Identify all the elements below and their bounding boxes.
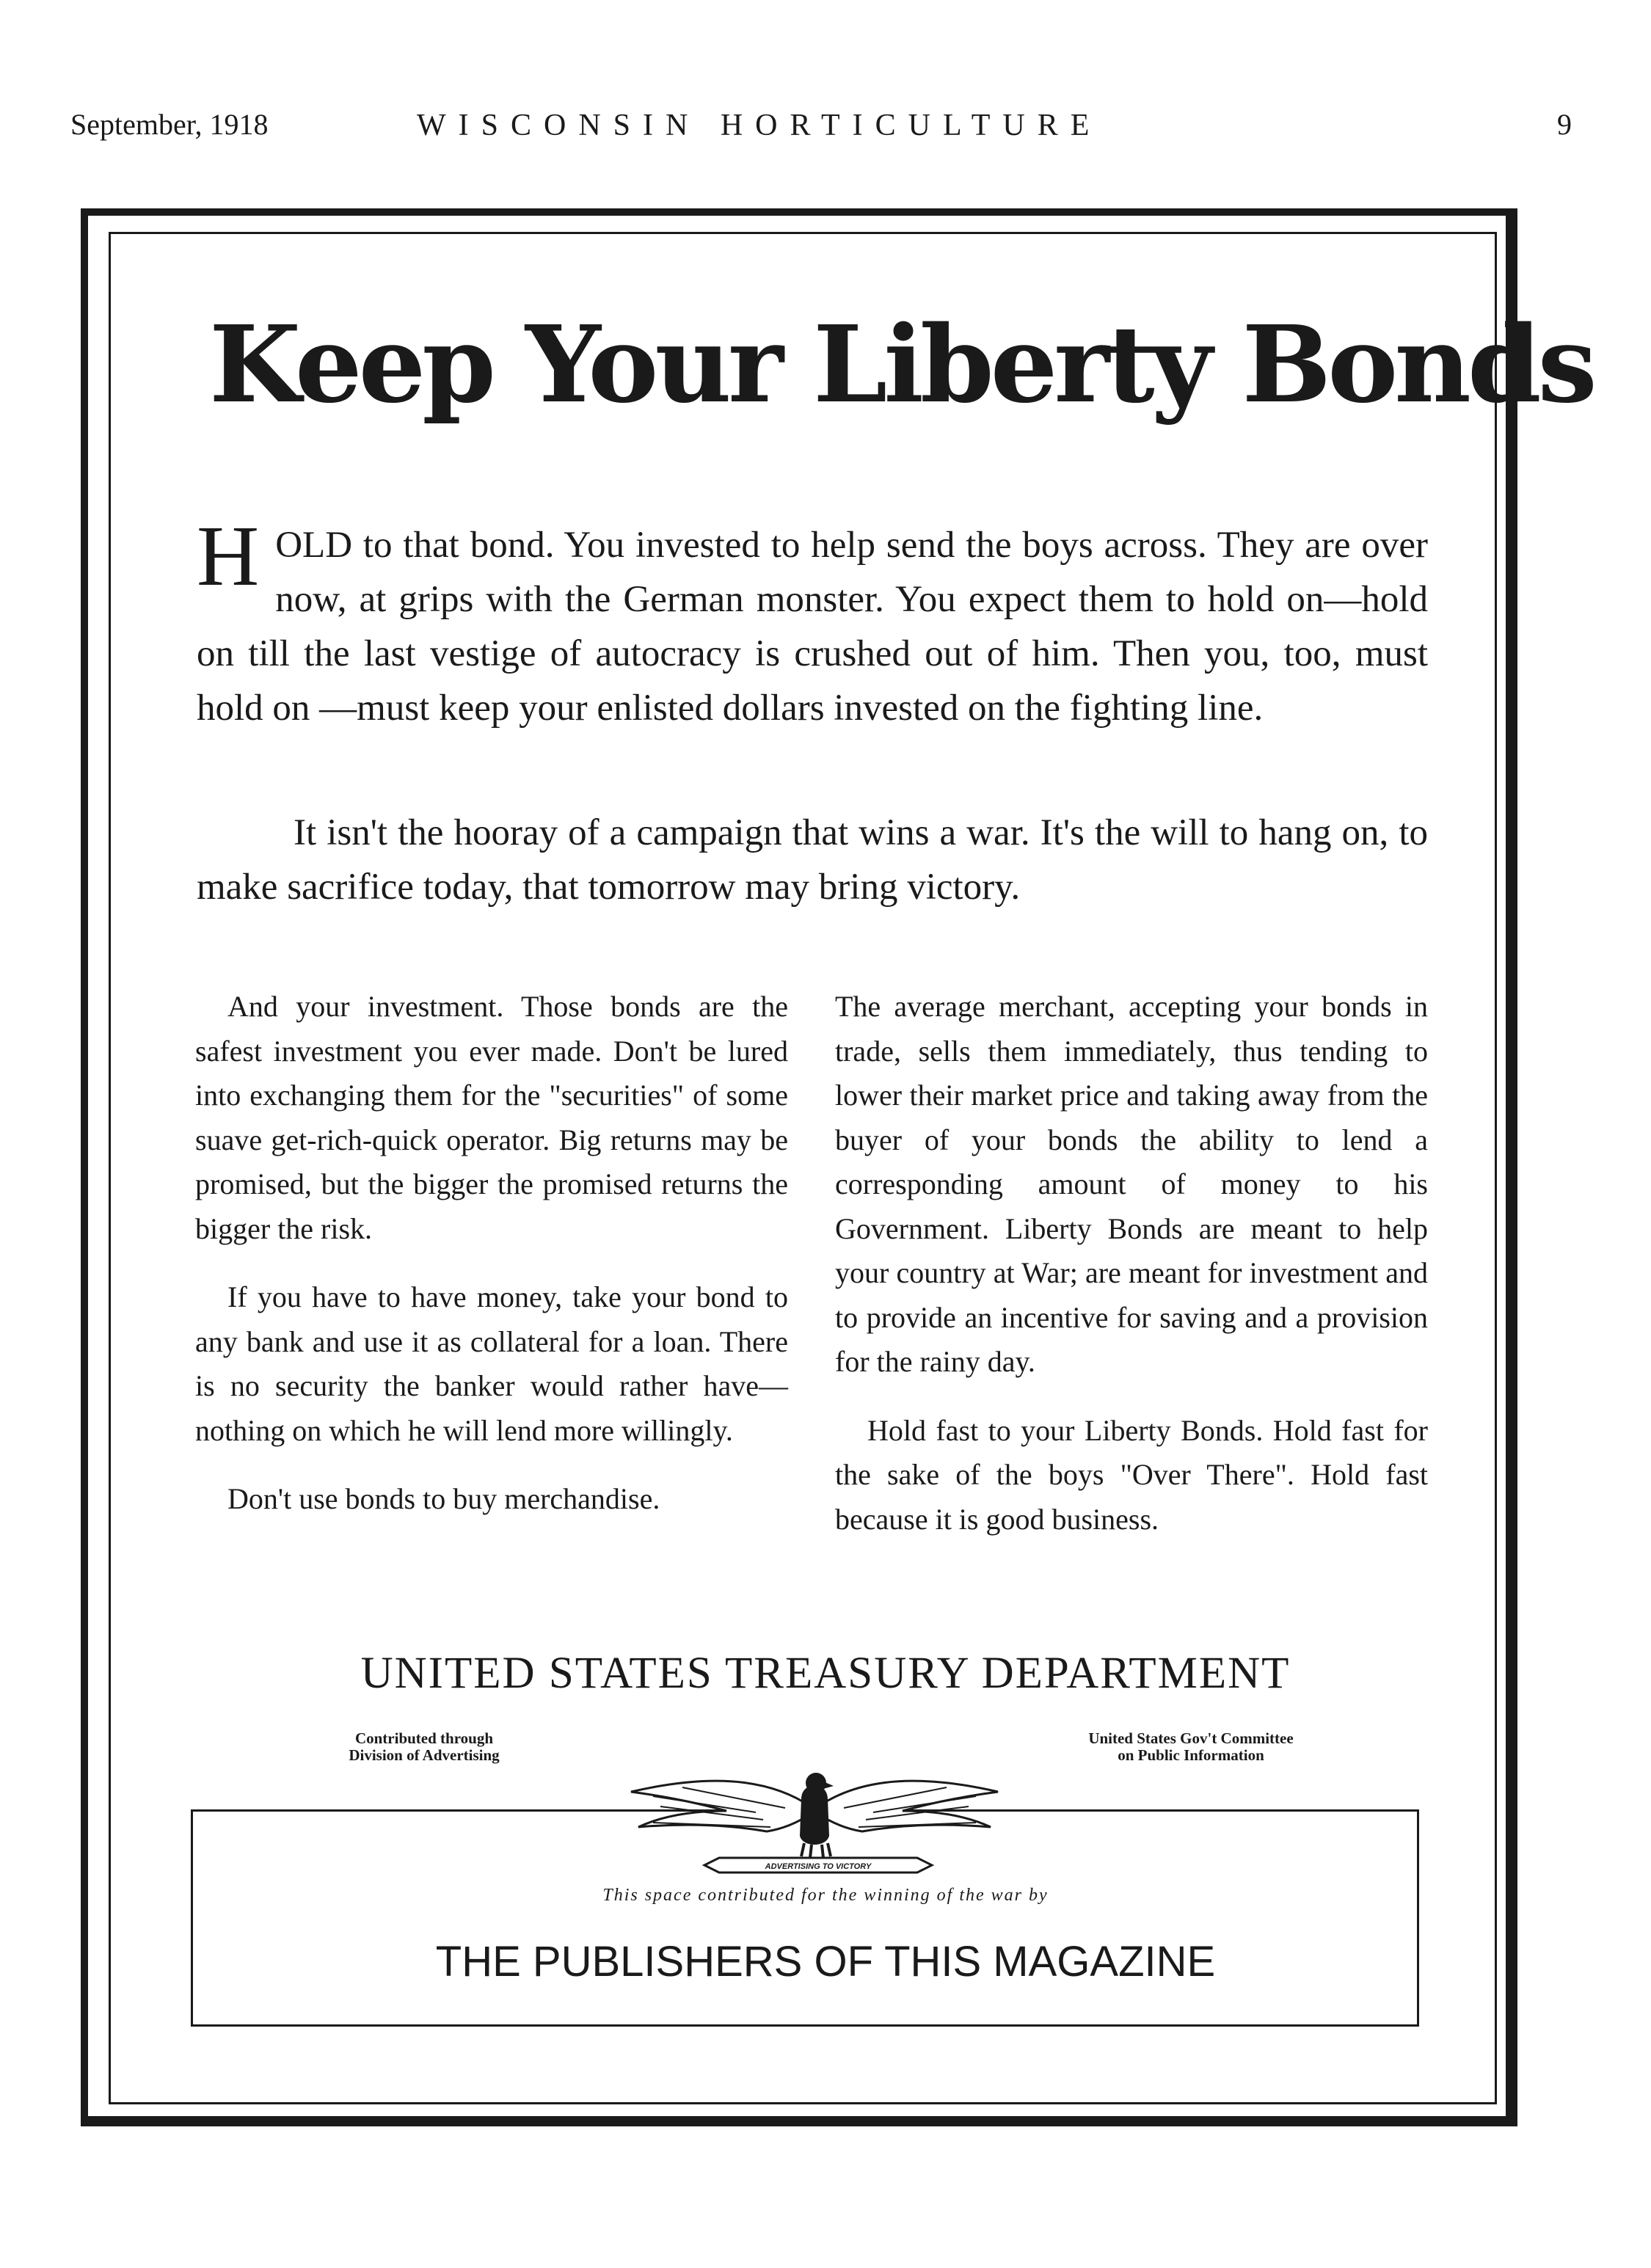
lead-paragraph-2: It isn't the hooray of a campaign that wins a war. It's the will to hang on, to make sacrifice today, that tomorrow may bring victory. (197, 812, 1428, 908)
left-paragraph-1: And your investment. Those bonds are the safest investment you ever made. Don't be lured into exchanging them for the "securities" of some suave get-rich-quick operator. Big returns may be promised, but the bigger the promised returns the bigger the risk. (195, 990, 788, 1245)
credit-advertising-division (307, 1730, 542, 1764)
header-page-number: 9 (1557, 108, 1572, 141)
lead-paragraph-1-text: OLD to that bond. You invested to help send the boys across. They are over now, at grips with the German monster. You expect them to hold on—hold on till the last vestige of autocracy is crushed out of him. Then you, too, must hold on —must keep your enlisted dollars invested on the fighting line. (197, 525, 1428, 729)
drop-cap: H (197, 508, 260, 604)
treasury-signature: UNITED STATES TREASURY DEPARTMENT (360, 1649, 1291, 1698)
left-paragraph-2: If you have to have money, take your bond to any bank and use it as collateral for a loan. There is no security the banker would rather have—nothing on which he will lend more willingly. (195, 1280, 788, 1447)
left-paragraph-3: Don't use bonds to buy merchandise. (227, 1482, 660, 1515)
credit-right-line-1: United States Gov't Committee (1088, 1729, 1294, 1747)
header-date: September, 1918 (70, 108, 269, 141)
header-magazine-title: WISCONSIN HORTICULTURE (417, 109, 1102, 142)
credit-right-line-2: on Public Information (1118, 1746, 1264, 1764)
right-paragraph-2: Hold fast to your Liberty Bonds. Hold fast for the sake of the boys "Over There". Hold fast because it is good business. (835, 1413, 1428, 1536)
credit-public-information (1055, 1730, 1327, 1764)
lead-paragraph-1 (197, 508, 1428, 735)
right-paragraph-1: The average merchant, accepting your bonds in trade, sells them immediately, thus tending to lower their market price and taking away from the buyer of your bonds the ability to lend a corresponding amount of money to his Government. Liberty Bonds are meant to help your country at War; are meant for investment and to provide an incentive for saving and a provision for the rainy day. (835, 990, 1428, 1378)
credit-left-line-1: Contributed through (354, 1729, 494, 1747)
contributed-line: This space contributed for the winning of the war by (602, 1886, 1049, 1905)
right-column (835, 985, 1428, 1566)
eagle-emblem-icon (609, 1740, 1020, 1880)
publishers-credit: THE PUBLISHERS OF THIS MAGAZINE (435, 1938, 1216, 1986)
eagle-banner-text: ADVERTISING TO VICTORY (765, 1862, 872, 1871)
ad-headline: Keep Your Liberty Bonds (209, 302, 1594, 426)
left-column (195, 985, 788, 1546)
credit-left-line-2: Division of Advertising (349, 1746, 500, 1764)
